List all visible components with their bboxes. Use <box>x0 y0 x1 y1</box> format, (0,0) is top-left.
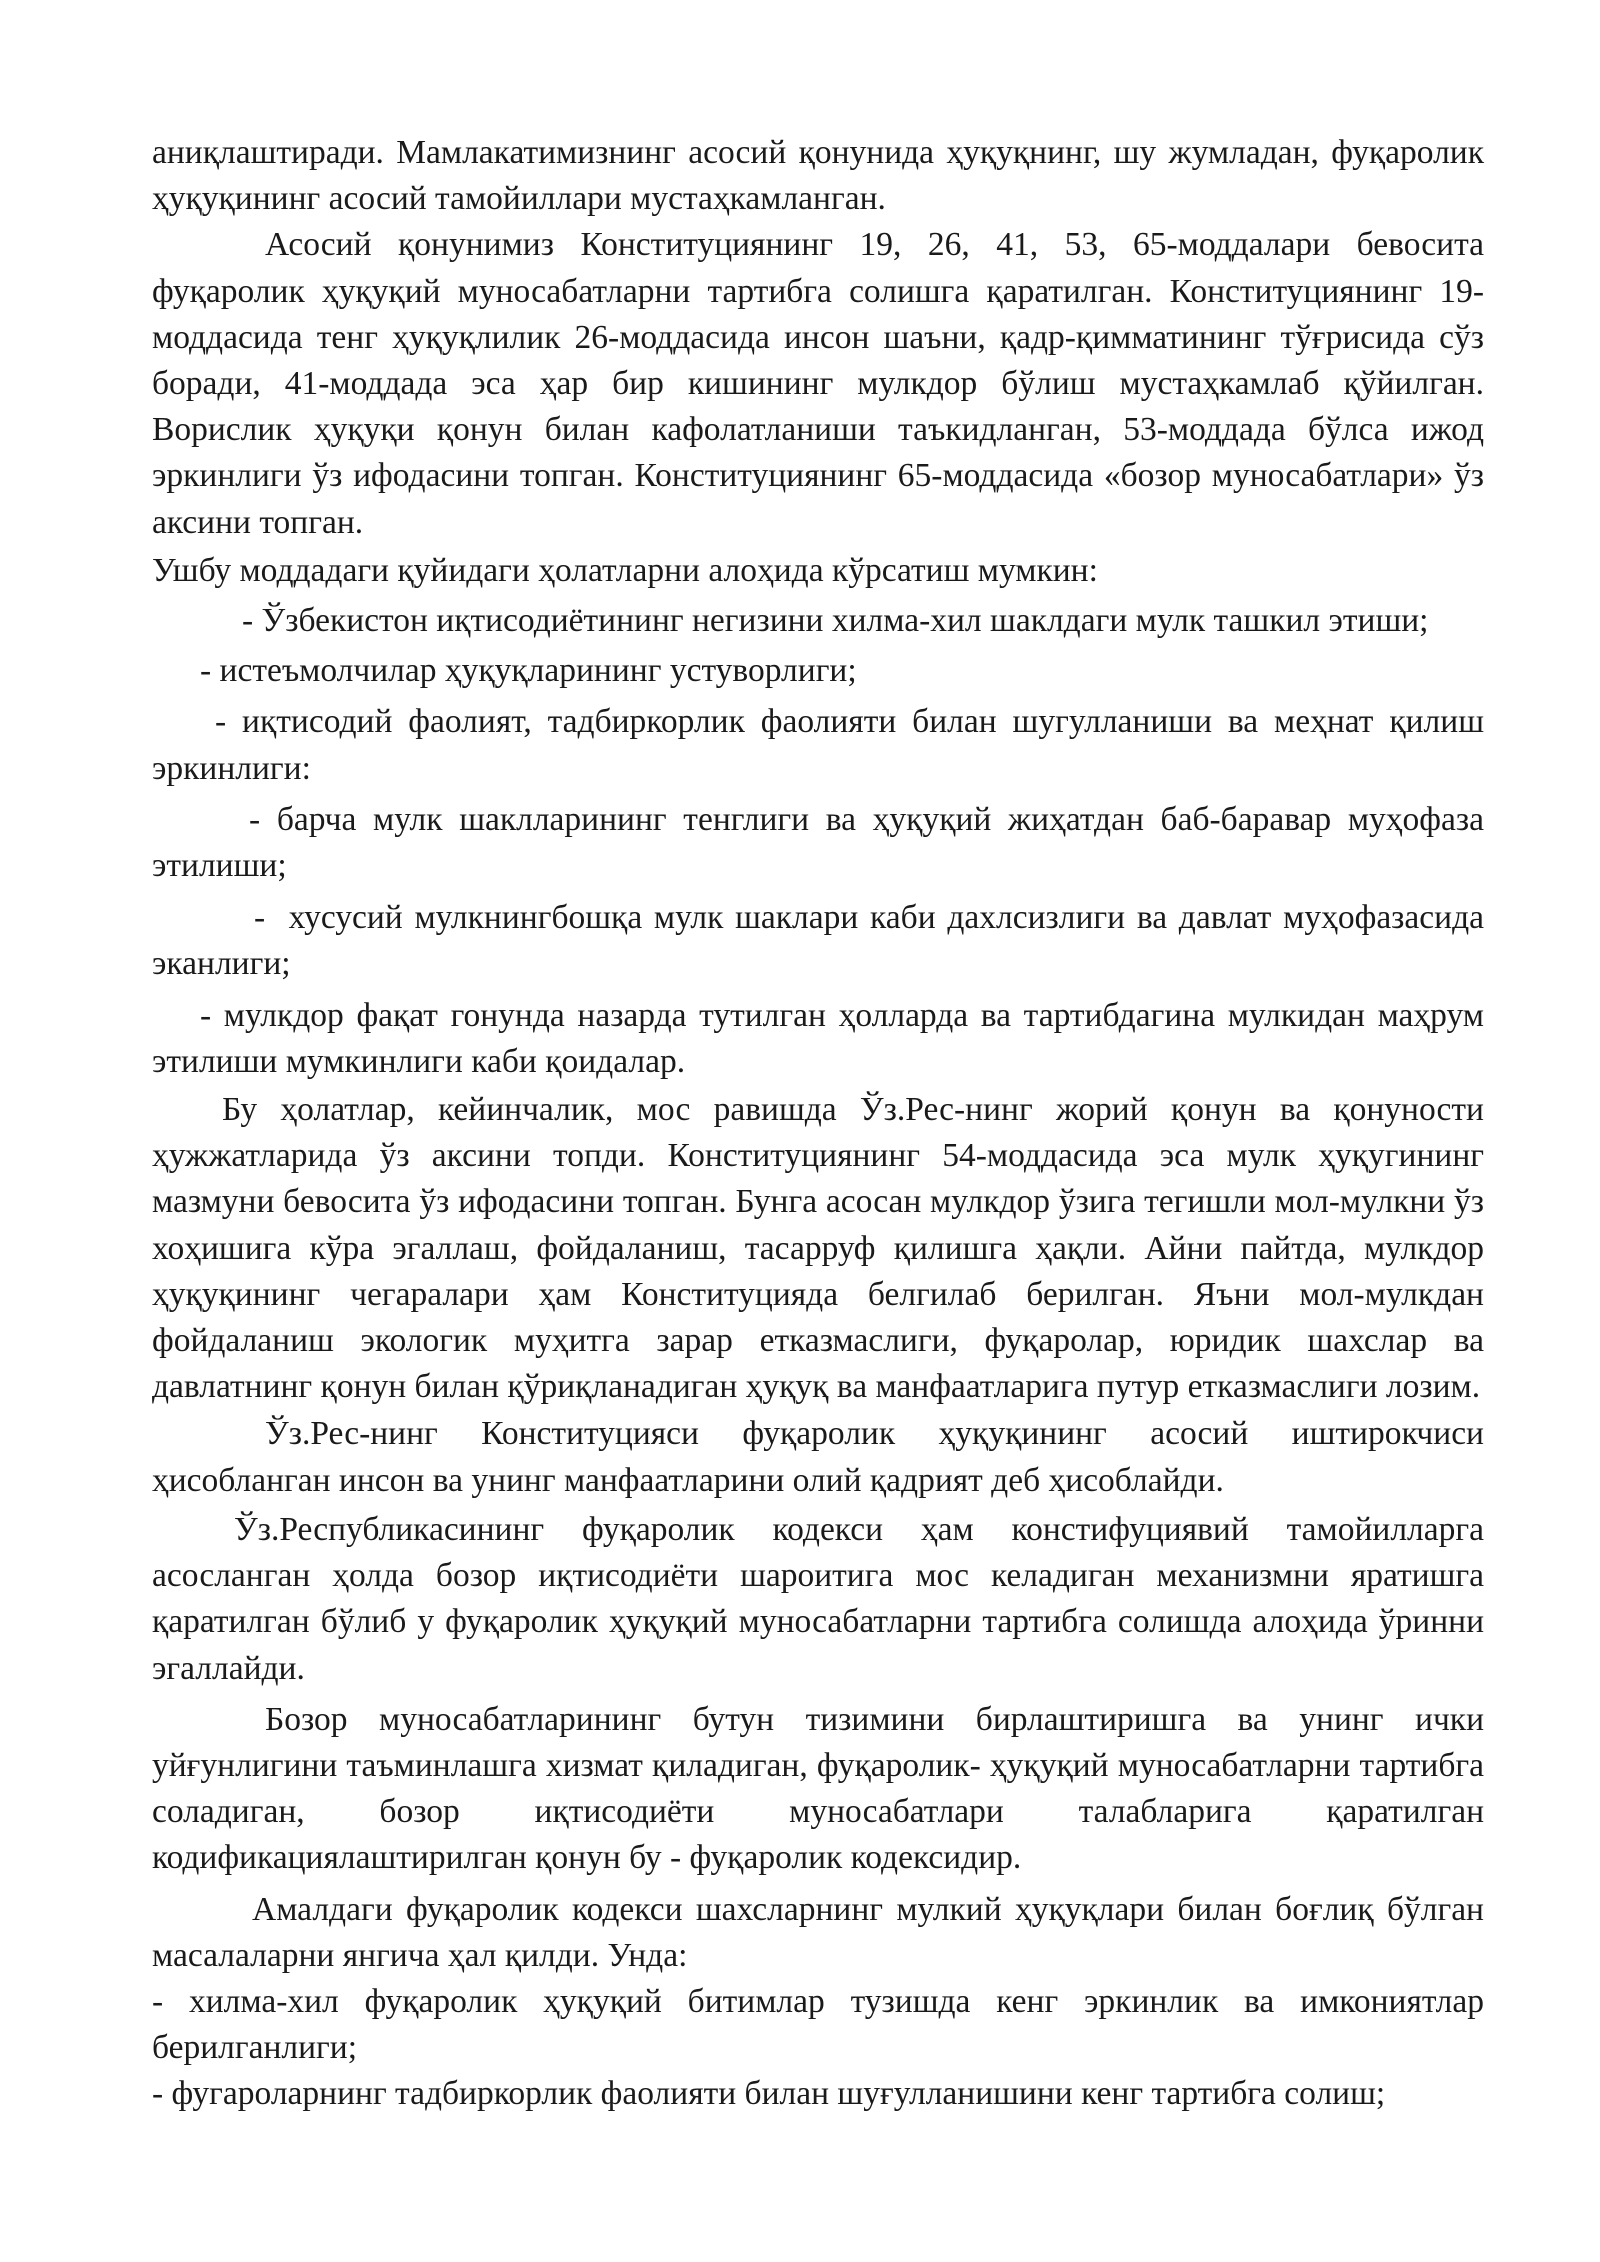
paragraph: Асосий қонунимиз Конституциянинг 19, 26, 41, 53, 65-моддалари бевосита фуқаролик ҳуқуқий муносабатларни тартибга солишга қаратилган. Конституциянинг 19-моддасида тенг ҳуқуқлилик 26-моддасида инсон шаъни, қадр-қимматининг тўғрисида сўз боради, 41-моддада эса ҳар бир кишининг мулкдор бўлиш мустаҳкамлаб қўйилган. Ворислик ҳуқуқи қонун билан кафолатланиши таъкидланган, 53-моддада бўлса ижод эркинлиги ўз ифодасини топган. Конституциянинг 65-моддасида «бозор муносабатлари» ўз аксини топган. <box>152 226 1484 541</box>
paragraph: Бозор муносабатларининг бутун тизимини бирлаштиришга ва унинг ички уйғунлигини таъминлашга хизмат қиладиган, фуқаролик- ҳуқуқий муносабатларни тартибга соладиган, бозор иқтисодиёти муносабатлари талабларига қаратилган кодификациялаштирилган қонун бу - фуқаролик кодексидир. <box>152 1700 1484 1877</box>
paragraph: Бу ҳолатлар, кейинчалик, мос равишда Ўз.Рес-нинг жорий қонун ва қонуности ҳужжатларида ўз аксини топди. Конституциянинг 54-моддасида эса мулк ҳуқугининг мазмуни бевосита ўз ифодасини топган. Бунга асосан мулкдор ўзига тегишли мол-мулкни ўз хоҳишига кўра эгаллаш, фойдаланиш, тасарруф қилишга ҳақли. Айни пайтда, мулкдор ҳуқуқининг чегаралари ҳам Конституцияда белгилаб берилган. Яъни мол-мулкдан фойдаланиш экологик муҳитга зарар етказмаслиги, фуқаролар, юридик шахслар ва давлатнинг қонун билан қўриқланадиган ҳуқуқ ва манфаатларига путур етказмаслиги лозим. <box>152 1091 1484 1406</box>
list-item: - истеъмолчилар ҳуқуқларининг устуворлиги; <box>200 652 857 690</box>
paragraph: Ўз.Рес-нинг Конституцияси фуқаролик ҳуқуқининг асосий иштирокчиси ҳисобланган инсон ва унинг манфаатларини олий қадрият деб ҳисоблайди. <box>152 1415 1484 1499</box>
list-item: - иқтисодий фаолият, тадбиркорлик фаолияти билан шугулланиши ва меҳнат қилиш эркинлиги: <box>152 703 1484 787</box>
list-item: - хилма-хил фуқаролик ҳуқуқий битимлар тузишда кенг эркинлик ва имкониятлар берилганлиги; <box>152 1982 1484 2067</box>
list-item: - мулкдор фақат гонунда назарда тутилган ҳолларда ва тартибдагина мулкидан маҳрум этилиши мумкинлиги каби қоидалар. <box>152 996 1484 1080</box>
document-page <box>152 130 1493 2118</box>
list-item: - Ўзбекистон иқтисодиётининг негизини хилма-хил шаклдаги мулк ташкил этиши; <box>242 602 1429 640</box>
paragraph: аниқлаштиради. Мамлакатимизнинг асосий қонунида ҳуқуқнинг, шу жумладан, фуқаролик ҳуқуқининг асосий тамойиллари мустаҳкамланган. <box>152 134 1484 218</box>
paragraph: Ўз.Республикасининг фуқаролик кодекси ҳам констифуциявий тамойилларга асосланган ҳолда бозор иқтисодиёти шароитига мос келадиган механизмни яратишга қаратилган бўлиб у фуқаролик ҳуқуқий муносабатларни тартибга солишда алоҳида ўринни эгаллайди. <box>152 1510 1484 1687</box>
list-item: - хусусий мулкнингбошқа мулк шаклари каби дахлсизлиги ва давлат муҳофазасида эканлиги; <box>152 899 1493 983</box>
paragraph: Амалдаги фуқаролик кодекси шахсларнинг мулкий ҳуқуқлари билан боғлиқ бўлган масалаларни янгича ҳал қилди. Унда: <box>152 1890 1484 1974</box>
list-item: - барча мулк шаклларининг тенглиги ва ҳуқуқий жиҳатдан баб-баравар муҳофаза этилиши; <box>152 800 1484 885</box>
list-item: - фугароларнинг тадбиркорлик фаолияти билан шуғулланишини кенг тартибга солиш; <box>152 2075 1386 2113</box>
paragraph: Ушбу моддадаги қуйидаги ҳолатларни алоҳида кўрсатиш мумкин: <box>152 551 1098 589</box>
